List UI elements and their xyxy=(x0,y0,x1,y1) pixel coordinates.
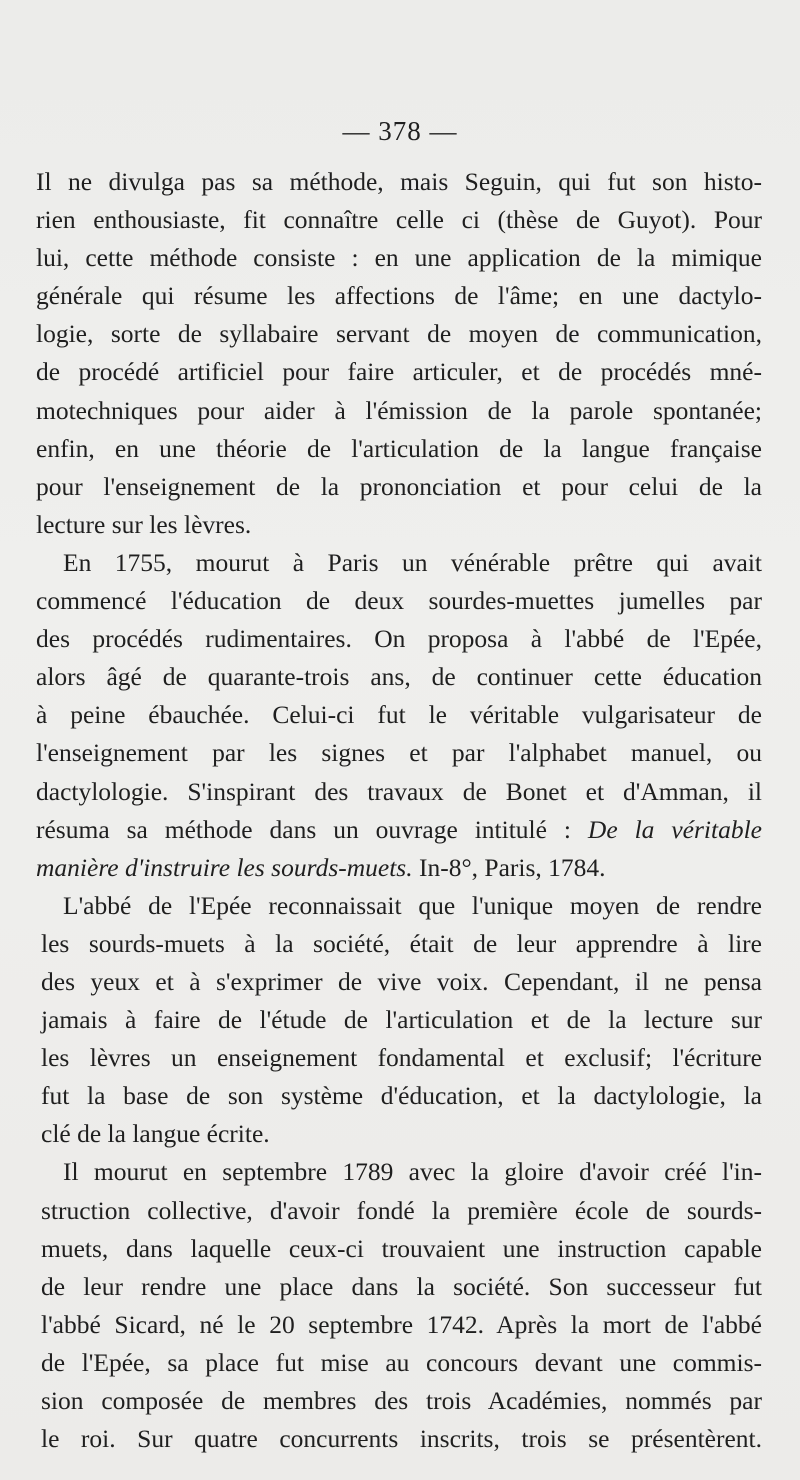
text-line: l'abbé Sicard, né le 20 septembre 1742. Après la mort de l'abbé xyxy=(41,1309,762,1339)
text-line: des procédés rudimentaires. On proposa à l'abbé de l'Epée, xyxy=(36,624,762,654)
text-line: logie, sorte de syllabaire servant de moyen de communication, xyxy=(36,319,762,349)
text-line xyxy=(36,811,762,849)
text-line: fut la base de son système d'éducation, et la dactylologie, la xyxy=(41,1081,762,1111)
text-line: de l'Epée, sa place fut mise au concours devant une commis- xyxy=(41,1347,762,1377)
text-run: In-8°, Paris, 1784. xyxy=(412,852,606,882)
book-title-italic: De la véritable xyxy=(587,814,762,844)
text-line xyxy=(36,849,762,887)
paragraph xyxy=(36,1153,762,1458)
book-title-italic: manière d'instruire les sourds-muets. xyxy=(36,852,413,882)
text-line: les sourds-muets à la société, était de leur apprendre à lire xyxy=(41,928,762,958)
text-line: Il mourut en septembre 1789 avec la gloire d'avoir créé l'in- xyxy=(63,1157,762,1187)
text-line: muets, dans laquelle ceux-ci trouvaient une instruction capable xyxy=(41,1233,762,1263)
text-run: résuma sa méthode dans un ouvrage intitulé : xyxy=(36,814,588,844)
text-line: jamais à faire de l'étude de l'articulation et de la lecture sur xyxy=(41,1005,762,1035)
text-line: lui, cette méthode consiste : en une application de la mimique xyxy=(36,243,762,273)
text-line: des yeux et à s'exprimer de vive voix. Cependant, il ne pensa xyxy=(41,966,762,996)
text-line: générale qui résume les affections de l'âme; en une dactylo- xyxy=(36,281,762,311)
paragraph xyxy=(36,163,762,544)
text-line: alors âgé de quarante-trois ans, de continuer cette éducation xyxy=(36,662,762,692)
body-text xyxy=(36,163,762,1458)
text-line: le roi. Sur quatre concurrents inscrits, trois se présentèrent. xyxy=(41,1424,762,1454)
text-line: à peine ébauchée. Celui-ci fut le véritable vulgarisateur de xyxy=(36,700,762,730)
text-line: enfin, en une théorie de l'articulation de la langue française xyxy=(36,433,762,463)
text-line: clé de la langue écrite. xyxy=(41,1119,270,1149)
paragraph xyxy=(36,887,762,1154)
text-line: motechniques pour aider à l'émission de la parole spontanée; xyxy=(36,395,762,425)
text-line: lecture sur les lèvres. xyxy=(36,509,252,539)
text-line: pour l'enseignement de la prononciation et pour celui de la xyxy=(36,471,762,501)
text-line: Il ne divulga pas sa méthode, mais Seguin, qui fut son histo- xyxy=(36,167,762,196)
text-line: En 1755, mourut à Paris un vénérable prêtre qui avait xyxy=(63,547,762,577)
text-line: sion composée de membres des trois Académies, nommés par xyxy=(41,1386,762,1415)
text-line: struction collective, d'avoir fondé la première école de sourds- xyxy=(41,1195,762,1225)
page-number: — 378 — xyxy=(342,116,458,146)
text-line: de leur rendre une place dans la société. Son successeur fut xyxy=(41,1271,762,1301)
text-line: de procédé artificiel pour faire articuler, et de procédés mné- xyxy=(36,357,762,387)
text-line: dactylologie. S'inspirant des travaux de Bonet et d'Amman, il xyxy=(36,776,762,806)
text-line: L'abbé de l'Epée reconnaissait que l'unique moyen de rendre xyxy=(63,890,762,920)
paragraph xyxy=(36,544,762,887)
text-line: l'enseignement par les signes et par l'alphabet manuel, ou xyxy=(36,738,762,768)
text-line: commencé l'éducation de deux sourdes-muettes jumelles par xyxy=(36,586,762,616)
text-line: rien enthousiaste, fit connaître celle ci (thèse de Guyot). Pour xyxy=(36,205,762,235)
text-line: les lèvres un enseignement fondamental et exclusif; l'écriture xyxy=(41,1043,762,1073)
